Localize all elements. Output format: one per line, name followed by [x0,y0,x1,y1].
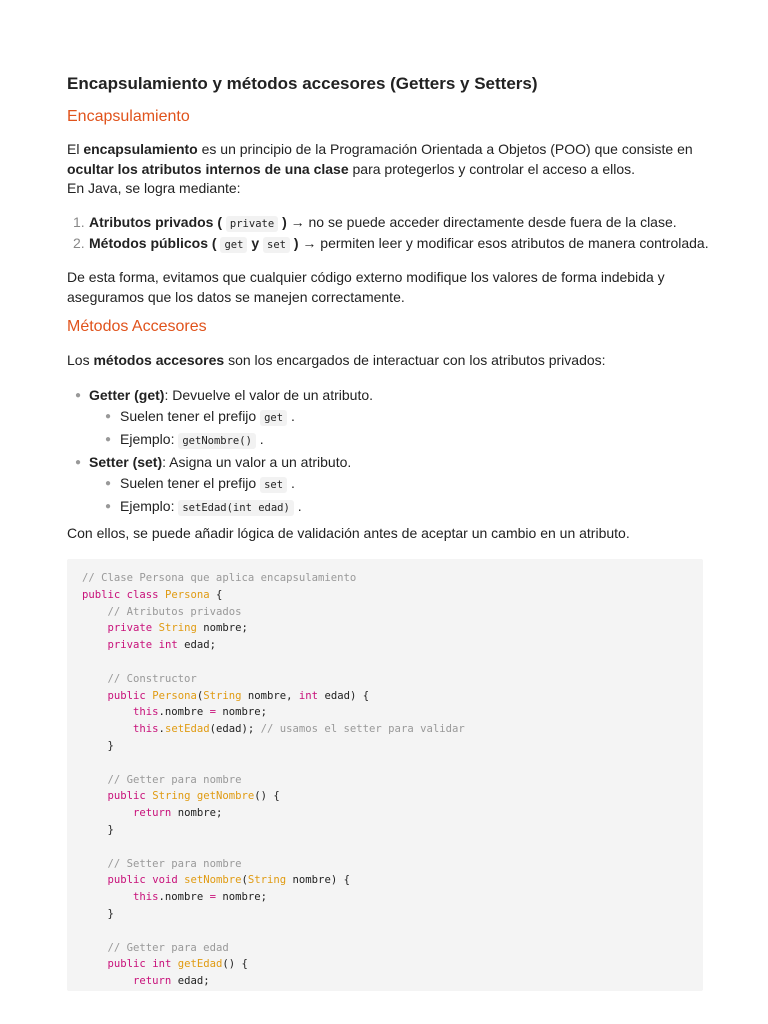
code-keyword: class [126,588,159,601]
inline-code: private [226,216,278,232]
code-comment: // Constructor [107,672,197,685]
code-plain [82,690,108,702]
code-line [82,923,703,940]
code-function: getEdad [177,958,223,971]
step-bold-label: Métodos públicos ( [89,235,217,251]
code-line [82,570,703,587]
code-block[interactable] [67,559,703,991]
code-function: setEdad [164,723,210,736]
sub-item-text: . [259,431,264,447]
step-bold-label: Atributos privados ( [89,214,223,230]
code-plain: ( [196,689,204,702]
code-plain: } [82,823,114,836]
intro-text: Los [67,352,94,368]
code-keyword: int [298,689,319,702]
step-text: → permiten leer y modificar esos atributos de manera controlada. [298,235,709,251]
code-plain: () { [222,958,248,971]
code-comment: // Atributos privados [107,605,242,618]
code-line [82,604,703,621]
code-line [82,620,703,637]
intro-bold-phrase: ocultar los atributos internos de una clase [67,160,349,177]
inline-code: get [220,237,247,253]
sub-list-item [89,473,373,496]
code-line [82,906,703,923]
inline-code: set [263,237,290,253]
code-type: String [152,790,191,803]
code-plain: ( [241,874,248,887]
intro-bold-term: encapsulamiento [83,141,198,157]
code-plain [82,807,133,819]
code-plain: .nombre [158,891,210,904]
code-type: String [247,874,287,887]
code-plain: nombre; [171,807,223,820]
code-plain [82,874,108,886]
step-bold-label: ) [293,235,299,251]
code-plain [82,958,108,970]
code-plain [82,706,133,718]
inline-code: set [260,477,287,493]
code-line [82,637,703,654]
code-plain: nombre; [196,622,248,635]
page-title: Encapsulamiento y métodos accesores (Getters y Setters) [67,74,538,93]
code-keyword: void [152,874,178,887]
code-plain: () { [254,790,280,803]
code-listing[interactable] [67,559,703,990]
sub-item-text: Ejemplo: [120,431,179,447]
code-keyword: public [107,689,146,702]
inline-code: getNombre() [178,433,256,449]
bullet-icon: ● [105,434,112,445]
code-keyword: private [107,622,153,635]
code-plain [82,891,133,903]
code-plain: } [82,907,114,920]
code-function: setNombre [184,874,242,887]
code-comment: // Setter para nombre [107,857,242,870]
code-plain: edad; [177,639,216,652]
sub-item-text: Suelen tener el prefijo [120,475,261,491]
step-bold-label: ) [282,214,287,230]
code-keyword: public [107,874,146,887]
intro-text: para protegerlos y controlar el acceso a ellos. [348,160,635,177]
code-line [82,973,703,990]
code-plain: (edad); [209,723,261,736]
code-keyword: return [133,975,172,988]
code-keyword: this [133,706,159,719]
item-bold-label: Setter (set) [89,454,163,470]
bullet-icon: ● [75,457,82,468]
item-bold-label: Getter (get) [89,387,165,403]
sub-list-item [89,496,373,519]
code-line [82,721,703,738]
sub-list-item [89,406,373,429]
inline-code: setEdad(int edad) [178,500,293,516]
code-type: Persona [164,588,210,601]
code-line [82,704,703,721]
code-plain: edad) { [318,689,370,702]
code-line [82,956,703,973]
encapsulamiento-closing: De esta forma, evitamos que cualquier código externo modifique los valores de forma indebida y aseguramos que los datos se manejen correctamente. [67,269,665,305]
code-line [82,805,703,822]
code-plain [82,790,108,802]
code-line [82,671,703,688]
code-keyword: public [107,958,146,971]
code-plain: nombre; [215,706,267,719]
sub-list [89,406,373,452]
sub-item-text: Ejemplo: [120,498,179,514]
sub-list [89,473,373,519]
code-type: String [158,622,197,635]
accesores-intro [67,351,707,371]
section-heading-encapsulamiento: Encapsulamiento [67,108,190,125]
accessor-list [67,385,373,519]
code-type: String [203,689,242,702]
code-line [82,738,703,755]
section-heading-metodos-accesores: Métodos Accesores [67,318,207,335]
list-number: 1. [73,214,85,230]
code-keyword: = [209,706,216,719]
intro-text: son los encargados de interactuar con los atributos privados: [224,352,606,368]
code-keyword: = [209,891,216,904]
code-line [82,839,703,856]
item-text: : Asigna un valor a un atributo. [162,454,352,470]
code-plain: } [82,739,114,752]
list-item-setter [67,452,373,519]
code-plain: nombre, [241,689,299,702]
code-plain [82,606,108,618]
code-line [82,688,703,705]
intro-text: es un principio de la Programación Orientada a Objetos (POO) que consiste en [197,141,693,157]
code-keyword: this [133,891,159,904]
inline-code: get [260,410,287,426]
sub-item-text: . [290,475,295,491]
code-line [82,822,703,839]
code-line [82,755,703,772]
code-plain: nombre) { [286,874,350,887]
bullet-icon: ● [105,478,112,489]
code-plain [82,858,108,870]
code-plain: { [209,588,223,601]
step-bold-label: y [251,235,260,251]
list-number: 2. [73,235,85,251]
encapsulamiento-intro [67,140,707,199]
sub-item-text: Suelen tener el prefijo [120,408,261,424]
encapsulation-steps-list [67,212,709,254]
sub-item-text: . [290,408,295,424]
code-plain [82,723,133,735]
code-line [82,872,703,889]
code-keyword: this [133,723,159,736]
code-plain [82,639,108,651]
intro-text: En Java, se logra mediante: [67,180,241,196]
code-line [82,587,703,604]
code-line [82,788,703,805]
list-item [67,212,709,233]
code-plain: nombre; [215,891,267,904]
accesores-closing: Con ellos, se puede añadir lógica de validación antes de aceptar un cambio en un atributo. [67,525,630,541]
code-comment: // Getter para nombre [107,773,242,786]
code-keyword: int [158,639,178,652]
code-keyword: int [152,958,172,971]
item-text: : Devuelve el valor de un atributo. [164,387,374,403]
code-line [82,940,703,957]
code-line [82,889,703,906]
code-comment: // Getter para edad [107,941,229,954]
code-plain [82,942,108,954]
code-plain: edad; [171,975,210,988]
code-plain [82,774,108,786]
bullet-icon: ● [105,501,112,512]
code-plain [82,622,108,634]
code-plain [82,673,108,685]
code-function: Persona [152,689,197,702]
code-keyword: return [133,807,172,820]
code-comment: // Clase Persona que aplica encapsulamiento [82,572,357,584]
code-line [82,654,703,671]
code-line [82,772,703,789]
list-item-getter [67,385,373,452]
code-plain [82,975,133,987]
code-plain: .nombre [158,706,210,719]
sub-list-item [89,429,373,452]
list-item [67,233,709,254]
sub-item-text: . [297,498,302,514]
code-plain: . [158,723,165,736]
intro-bold-term: métodos accesores [93,352,225,368]
code-function: getNombre [196,790,255,803]
code-keyword: private [107,639,153,652]
bullet-icon: ● [105,411,112,422]
step-text: → no se puede acceder directamente desde fuera de la clase. [286,214,677,230]
code-keyword: public [107,790,146,803]
code-keyword: public [82,588,121,601]
code-comment: // usamos el setter para validar [260,723,465,736]
intro-text: El [67,141,84,157]
bullet-icon: ● [75,390,82,401]
code-line [82,856,703,873]
